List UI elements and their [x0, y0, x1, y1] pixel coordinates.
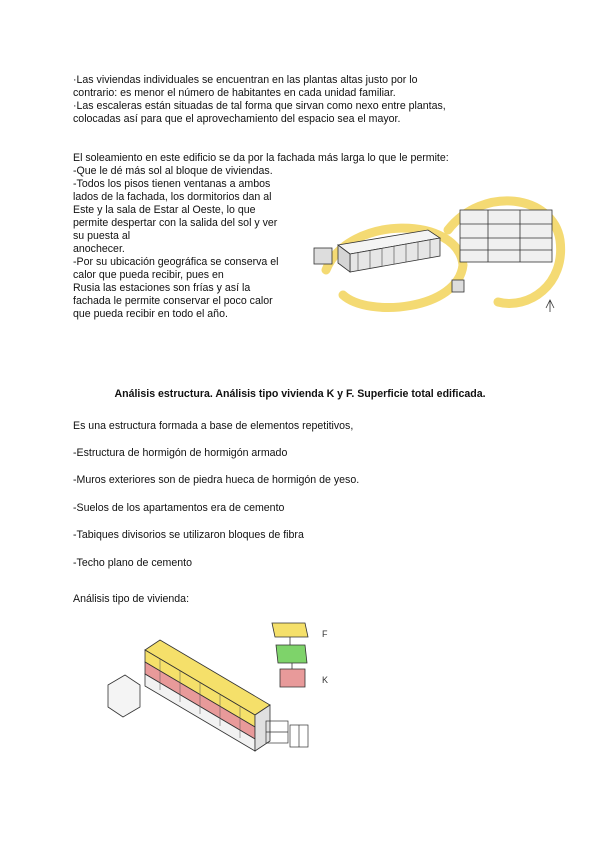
intro-line: ·Las escaleras están situadas de tal forma que sirvan como nexo entre plantas, [73, 100, 446, 112]
unit-f-middle [276, 645, 307, 663]
sun-line: -Que le dé más sol al bloque de viviendas. [73, 165, 273, 177]
sun-line: Este y la sala de Estar al Oeste, lo que [73, 204, 256, 216]
structure-heading: Análisis estructura. Análisis tipo vivienda K y F. Superficie total edificada. [114, 388, 486, 400]
sun-line: Rusia las estaciones son frías y así la [73, 282, 251, 294]
small-box [108, 675, 140, 717]
sun-line: -Todos los pisos tienen ventanas a ambos [73, 178, 271, 190]
sun-line: que pueda recibir en todo el año. [73, 308, 228, 320]
structure-intro: Es una estructura formada a base de elementos repetitivos, [73, 420, 354, 432]
tipo-label: Análisis tipo de vivienda: [73, 593, 190, 605]
sun-lead: El soleamiento en este edificio se da por la fachada más larga lo que le permite: [73, 152, 449, 164]
sun-line: su puesta al [73, 230, 131, 242]
label-k: K [322, 675, 329, 685]
label-f: F [322, 629, 328, 639]
sun-line: anochecer. [73, 243, 125, 255]
sun-line: fachada le permite conservar el poco calor [73, 295, 273, 307]
intro-line: colocadas así para que el aprovechamiento del espacio sea el mayor. [73, 113, 401, 125]
structure-item: -Muros exteriores son de piedra hueca de hormigón de yeso. [73, 474, 360, 486]
dwelling-type-drawing [100, 615, 360, 765]
structure-item: -Techo plano de cemento [73, 557, 192, 569]
structure-item: -Suelos de los apartamentos era de cemento [73, 502, 285, 514]
compass-icon [546, 300, 554, 312]
structure-item: -Tabiques divisorios se utilizaron bloques de fibra [73, 529, 304, 541]
plan-block [452, 280, 464, 292]
unit-k [280, 669, 305, 687]
sun-line: -Por su ubicación geográfica se conserva el [73, 256, 279, 268]
structure-item: -Estructura de hormigón de hormigón armado [73, 447, 288, 459]
sun-line: calor que pueda recibir, pues en [73, 269, 224, 281]
sun-path-drawing [308, 190, 568, 325]
sun-line: lados de la fachada, los dormitorios dan al [73, 191, 272, 203]
sun-line: permite despertar con la salida del sol y ver [73, 217, 278, 229]
small-block [314, 248, 332, 264]
intro-paragraph [73, 74, 446, 126]
intro-line: ·Las viviendas individuales se encuentran en las plantas altas justo por lo [73, 74, 418, 86]
sun-paragraph [73, 165, 279, 321]
unit-f-top [272, 623, 308, 637]
section-block [460, 210, 552, 262]
intro-line: contrario: es menor el número de habitantes en cada unidad familiar. [73, 87, 396, 99]
